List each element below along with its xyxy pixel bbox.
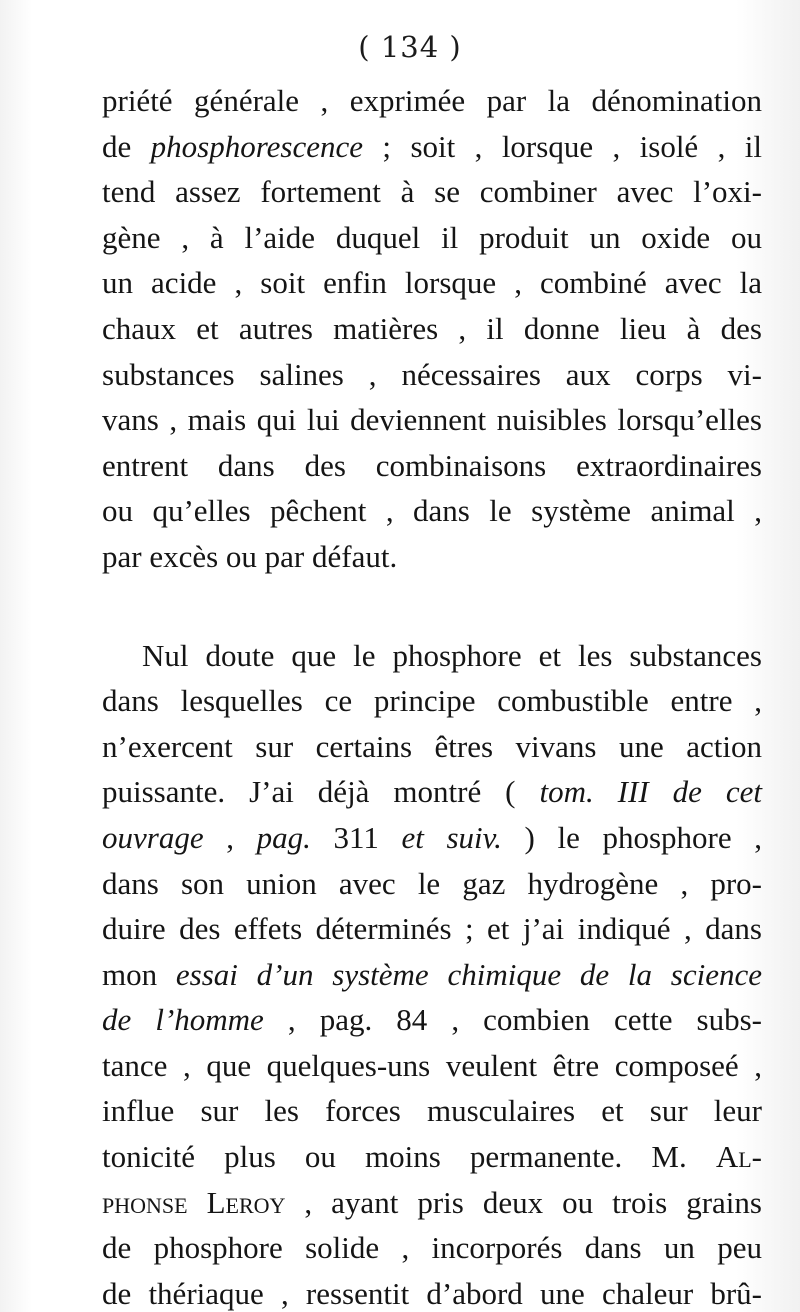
text-line	[102, 997, 762, 1043]
text-line	[102, 488, 762, 534]
text-segment: dans son union avec le gaz hydrogène , pro-	[102, 865, 762, 901]
text-line	[102, 78, 762, 124]
italic-text: pag.	[256, 819, 311, 855]
text-segment: duire des effets déterminés ; et j’ai indiqué , dans	[102, 911, 762, 947]
text-line	[102, 260, 762, 306]
italic-text: phosphorescence	[150, 128, 364, 164]
text-segment: tend assez fortement à se combiner avec l’oxi-	[102, 174, 762, 210]
small-caps-text: phonse Leroy	[102, 1184, 286, 1220]
text-segment: chaux et autres matières , il donne lieu à des	[102, 310, 762, 346]
text-line	[102, 633, 762, 679]
text-line	[102, 1088, 762, 1134]
text-line	[102, 906, 762, 952]
text-line	[102, 769, 762, 815]
text-line	[102, 169, 762, 215]
text-segment: entrent dans des combinaisons extraordinaires	[102, 447, 762, 483]
small-caps-text: Al-	[715, 1139, 762, 1175]
text-line	[102, 397, 762, 443]
text-segment: vans , mais qui lui deviennent nuisibles lorsqu’elles	[102, 402, 762, 438]
text-segment: Nul doute que le phosphore et les substances	[142, 637, 762, 673]
text-segment: de phosphore solide , incorporés dans un peu	[102, 1230, 762, 1266]
text-segment: ,	[203, 819, 257, 855]
text-line	[102, 306, 762, 352]
page-number: ( 134 )	[358, 30, 462, 64]
text-segment: n’exercent sur certains êtres vivans une action	[102, 728, 762, 764]
text-line	[102, 352, 762, 398]
text-segment: gène , à l’aide duquel il produit un oxide ou	[102, 219, 762, 255]
text-line	[102, 861, 762, 907]
text-line	[102, 952, 762, 998]
italic-text: ouvrage	[102, 819, 204, 855]
text-line	[102, 1134, 762, 1180]
italic-text: et suiv.	[401, 819, 502, 855]
text-line	[102, 1043, 762, 1089]
text-segment: tonicité plus ou moins permanente. M.	[102, 1139, 716, 1175]
text-segment: mon	[102, 956, 176, 992]
text-segment: 311	[310, 819, 402, 855]
paragraph-break	[102, 580, 762, 633]
text-segment: , pag. 84 , combien cette subs-	[263, 1002, 762, 1038]
text-line	[102, 1180, 762, 1226]
text-segment: ) le phosphore ,	[501, 819, 762, 855]
text-segment: substances salines , nécessaires aux corps vi-	[102, 356, 762, 392]
text-segment: tance , que quelques-uns veulent être composeé ,	[102, 1047, 762, 1083]
italic-text: essai d’un système chimique de la science	[175, 956, 762, 992]
text-line	[102, 678, 762, 724]
text-line	[102, 124, 762, 170]
text-segment: ou qu’elles pêchent , dans le système animal ,	[102, 493, 762, 529]
text-segment: influe sur les forces musculaires et sur leur	[102, 1093, 762, 1129]
text-segment: ; soit , lorsque , isolé , il	[363, 128, 762, 164]
text-segment: priété générale , exprimée par la dénomination	[102, 83, 762, 118]
italic-text: de l’homme	[102, 1002, 264, 1038]
text-line	[102, 815, 762, 861]
text-segment: , ayant pris deux ou trois grains	[285, 1184, 762, 1220]
text-line	[102, 534, 762, 580]
text-line	[102, 215, 762, 261]
text-segment: par excès ou par défaut.	[102, 538, 398, 574]
page-text	[102, 78, 762, 1312]
italic-text: tom. III de cet	[539, 774, 762, 810]
text-segment: dans lesquelles ce principe combustible entre ,	[102, 683, 762, 719]
text-segment: de	[102, 128, 151, 164]
text-line	[102, 1271, 762, 1312]
text-segment: un acide , soit enfin lorsque , combiné avec la	[102, 265, 762, 301]
text-segment: de thériaque , ressentit d’abord une chaleur brû-	[102, 1275, 762, 1311]
text-line	[102, 1225, 762, 1271]
text-segment: puissante. J’ai déjà montré (	[102, 774, 540, 810]
text-line	[102, 443, 762, 489]
text-line	[102, 724, 762, 770]
